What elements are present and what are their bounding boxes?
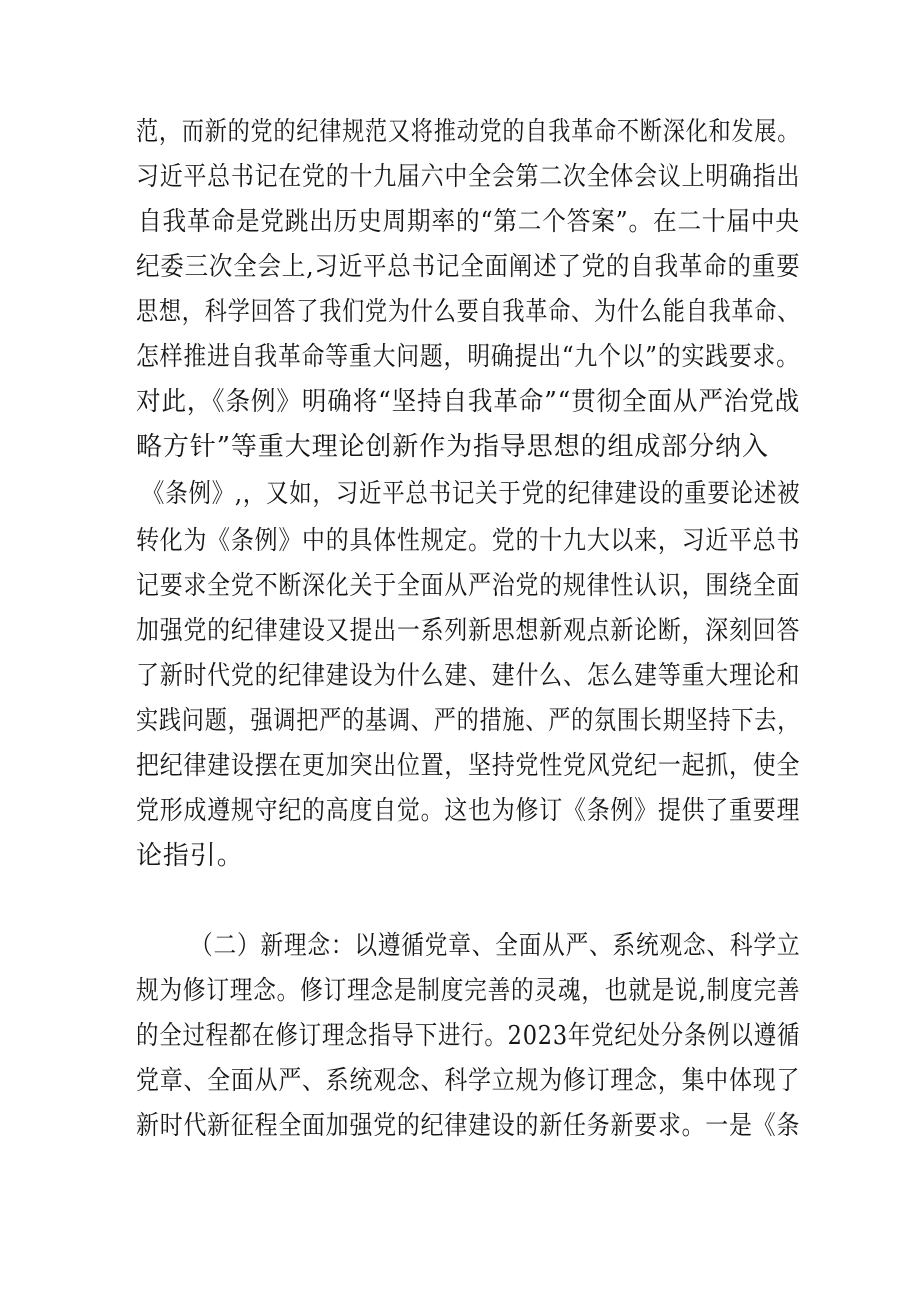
- text-line: 论指引。: [136, 841, 244, 871]
- text-line: 加强党的纪律建设又提出一系列新思想新观点新论断，深刻回答: [136, 616, 801, 646]
- text-line: 转化为《条例》中的具体性规定。党的十九大以来，习近平总书: [136, 526, 801, 556]
- text-line: 新时代新征程全面加强党的纪律建设的新任务新要求。一是《条: [136, 1111, 801, 1141]
- text-line: 思想，科学回答了我们党为什么要自我革命、为什么能自我革命、: [136, 297, 801, 327]
- text-line: 了新时代党的纪律建设为什么建、建什么、怎么建等重大理论和: [136, 661, 801, 691]
- text-line: 对此，《条例》明确将“坚持自我革命”“贯彻全面从严治党战: [136, 387, 801, 417]
- text-line: 把纪律建设摆在更加突出位置，坚持党性党风党纪一起抓，使全: [136, 751, 801, 781]
- text-line: 实践问题，强调把严的基调、严的措施、严的氛围长期坚持下去，: [136, 706, 801, 736]
- text-line: 略方针”等重大理论创新作为指导思想的组成部分纳入: [136, 432, 769, 462]
- text-line: 《条例》,，又如，习近平总书记关于党的纪律建设的重要论述被: [142, 479, 801, 509]
- text-line: 范，而新的党的纪律规范又将推动党的自我革命不断深化和发展。: [136, 117, 801, 147]
- text-line: 的全过程都在修订理念指导下进行。2023年党纪处分条例以遵循: [136, 1021, 801, 1051]
- text-line: 习近平总书记在党的十九届六中全会第二次全体会议上明确指出: [136, 162, 801, 192]
- section-heading: （二）新理念：以遵循党章、全面从严、系统观念、科学立: [190, 931, 801, 961]
- text-line: 记要求全党不断深化关于全面从严治党的规律性认识，围绕全面: [136, 571, 801, 601]
- text-line: 怎样推进自我革命等重大问题，明确提出“九个以”的实践要求。: [136, 342, 800, 372]
- text-line: 自我革命是党跳出历史周期率的“第二个答案”。在二十届中央: [138, 207, 800, 237]
- text-line: 党形成遵规守纪的高度自觉。这也为修订《条例》提供了重要理: [136, 796, 801, 826]
- text-line: 规为修订理念。修订理念是制度完善的灵魂，也就是说,制度完善: [136, 976, 801, 1006]
- text-line: 党章、全面从严、系统观念、科学立规为修订理念，集中体现了: [136, 1066, 801, 1096]
- text-line: 纪委三次全会上,习近平总书记全面阐述了党的自我革命的重要: [136, 252, 801, 282]
